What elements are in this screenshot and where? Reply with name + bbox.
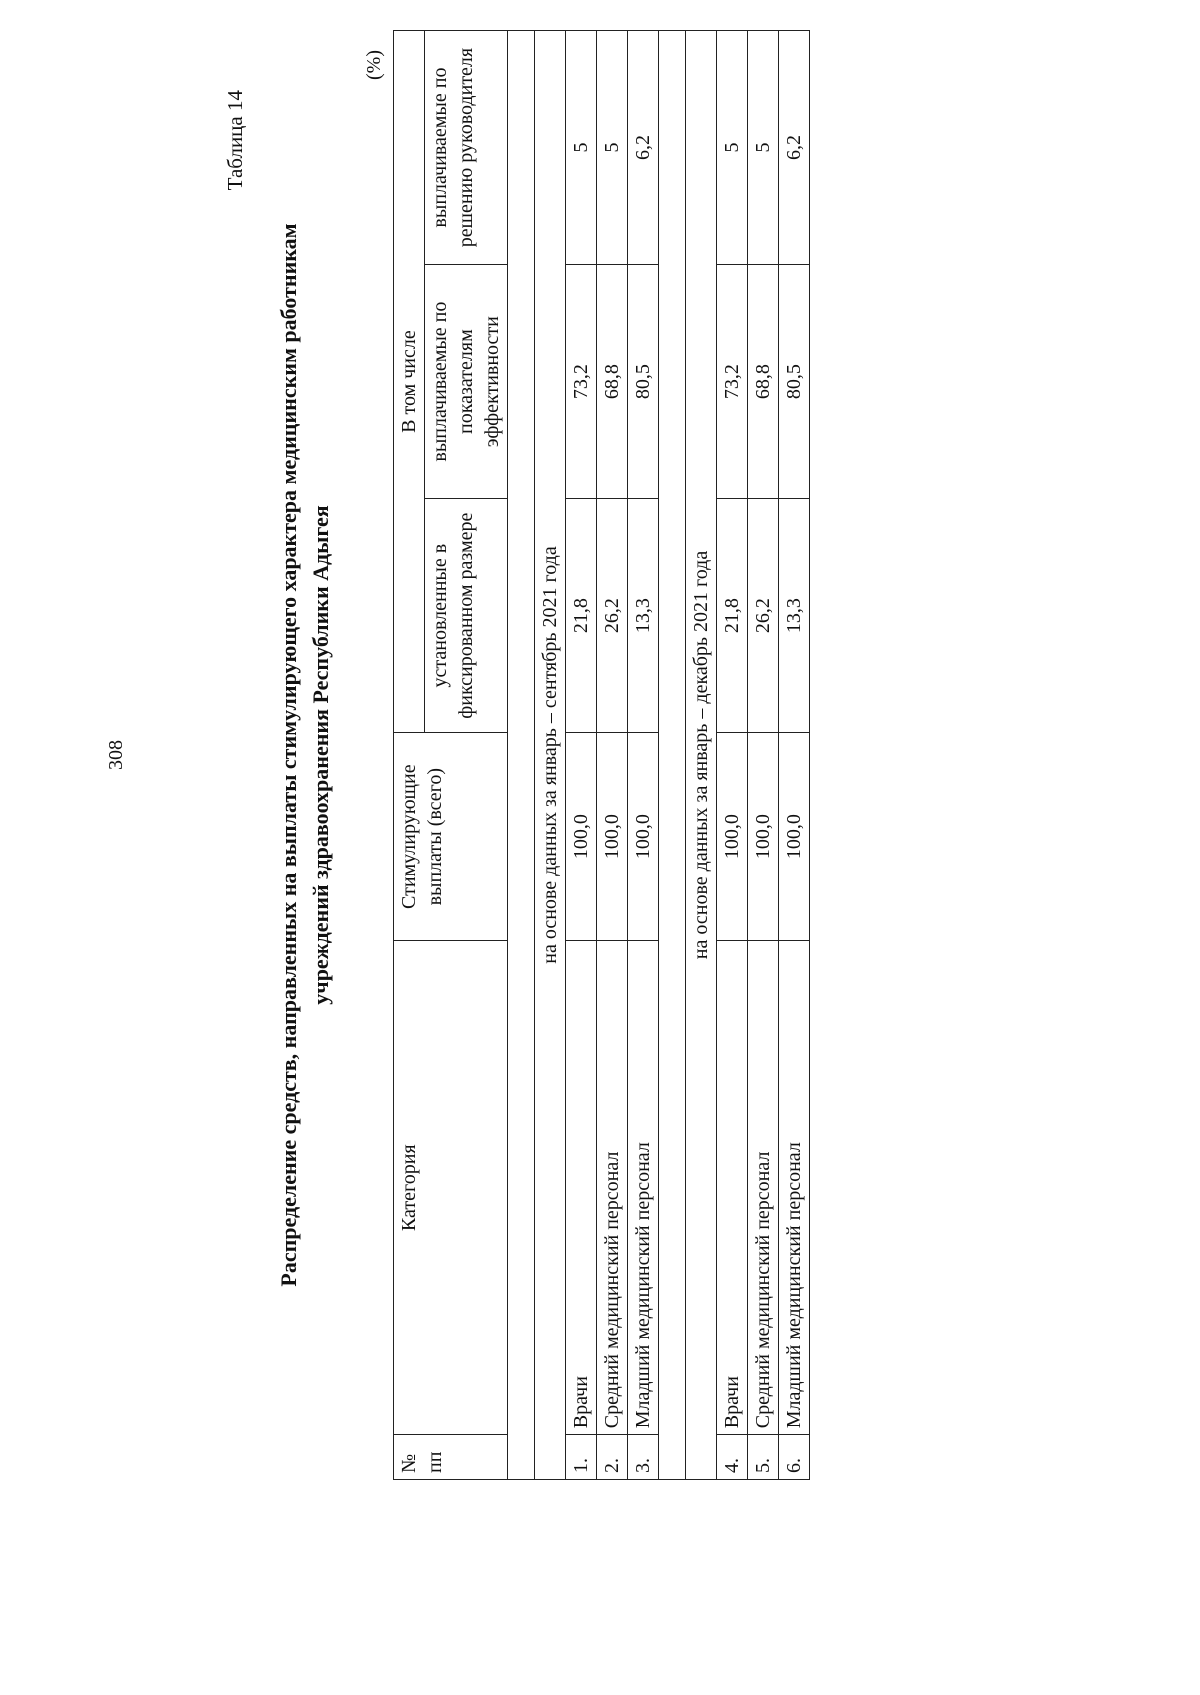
row-efficiency: 80,5 (779, 265, 810, 499)
row-manager: 5 (748, 31, 779, 265)
row-num: 1. (566, 1435, 597, 1480)
table-row (779, 31, 810, 1480)
row-stim-total: 100,0 (748, 733, 779, 941)
row-manager: 6,2 (779, 31, 810, 265)
row-stim-total: 100,0 (717, 733, 748, 941)
spacer-row (659, 31, 686, 1480)
row-fixed: 26,2 (597, 499, 628, 733)
data-table (393, 30, 810, 1480)
row-stim-total: 100,0 (566, 733, 597, 941)
rotated-page (105, 30, 1105, 1480)
header-including: В том числе (394, 31, 425, 733)
header-row-1 (394, 31, 425, 1480)
row-category: Средний медицинский персонал (597, 941, 628, 1435)
row-manager: 5 (566, 31, 597, 265)
section-title-row (686, 31, 717, 1480)
row-stim-total: 100,0 (628, 733, 659, 941)
row-num: 5. (748, 1435, 779, 1480)
header-efficiency: выплачиваемые по показателям эффективности (425, 265, 508, 499)
row-fixed: 21,8 (717, 499, 748, 733)
row-manager: 5 (717, 31, 748, 265)
row-manager: 5 (597, 31, 628, 265)
section-title: на основе данных за январь – декабрь 2021 года (686, 31, 717, 1480)
row-manager: 6,2 (628, 31, 659, 265)
row-fixed: 26,2 (748, 499, 779, 733)
row-category: Младший медицинский персонал (628, 941, 659, 1435)
table-label: Таблица 14 (223, 90, 247, 191)
table-row (748, 31, 779, 1480)
table-row (597, 31, 628, 1480)
spacer-row (508, 31, 535, 1480)
row-category: Врачи (566, 941, 597, 1435)
row-stim-total: 100,0 (597, 733, 628, 941)
row-num: 2. (597, 1435, 628, 1480)
row-efficiency: 80,5 (628, 265, 659, 499)
table-row (717, 31, 748, 1480)
row-efficiency: 73,2 (717, 265, 748, 499)
row-fixed: 21,8 (566, 499, 597, 733)
page-number: 308 (105, 740, 127, 770)
table-title (273, 30, 337, 1480)
header-num: № пп (394, 1435, 508, 1480)
table-row (566, 31, 597, 1480)
section-title: на основе данных за январь – сентябрь 2021 года (535, 31, 566, 1480)
row-category: Средний медицинский персонал (748, 941, 779, 1435)
header-fixed: установленные в фиксированном размере (425, 499, 508, 733)
row-category: Врачи (717, 941, 748, 1435)
row-efficiency: 68,8 (597, 265, 628, 499)
row-fixed: 13,3 (779, 499, 810, 733)
row-efficiency: 68,8 (748, 265, 779, 499)
title-line-2: учреждений здравоохранения Республики Адыгея (308, 505, 333, 1005)
section-title-row (535, 31, 566, 1480)
row-efficiency: 73,2 (566, 265, 597, 499)
row-num: 6. (779, 1435, 810, 1480)
header-manager: выплачиваемые по решению руководителя (425, 31, 508, 265)
row-category: Младший медицинский персонал (779, 941, 810, 1435)
row-stim-total: 100,0 (779, 733, 810, 941)
unit-label: (%) (363, 50, 385, 80)
row-fixed: 13,3 (628, 499, 659, 733)
row-num: 4. (717, 1435, 748, 1480)
title-line-1: Распределение средств, направленных на выплаты стимулирующего характера медицинским работникам (276, 223, 301, 1287)
table-row (628, 31, 659, 1480)
header-category: Категория (394, 941, 508, 1435)
row-num: 3. (628, 1435, 659, 1480)
header-stim-total: Стимулирующие выплаты (всего) (394, 733, 508, 941)
